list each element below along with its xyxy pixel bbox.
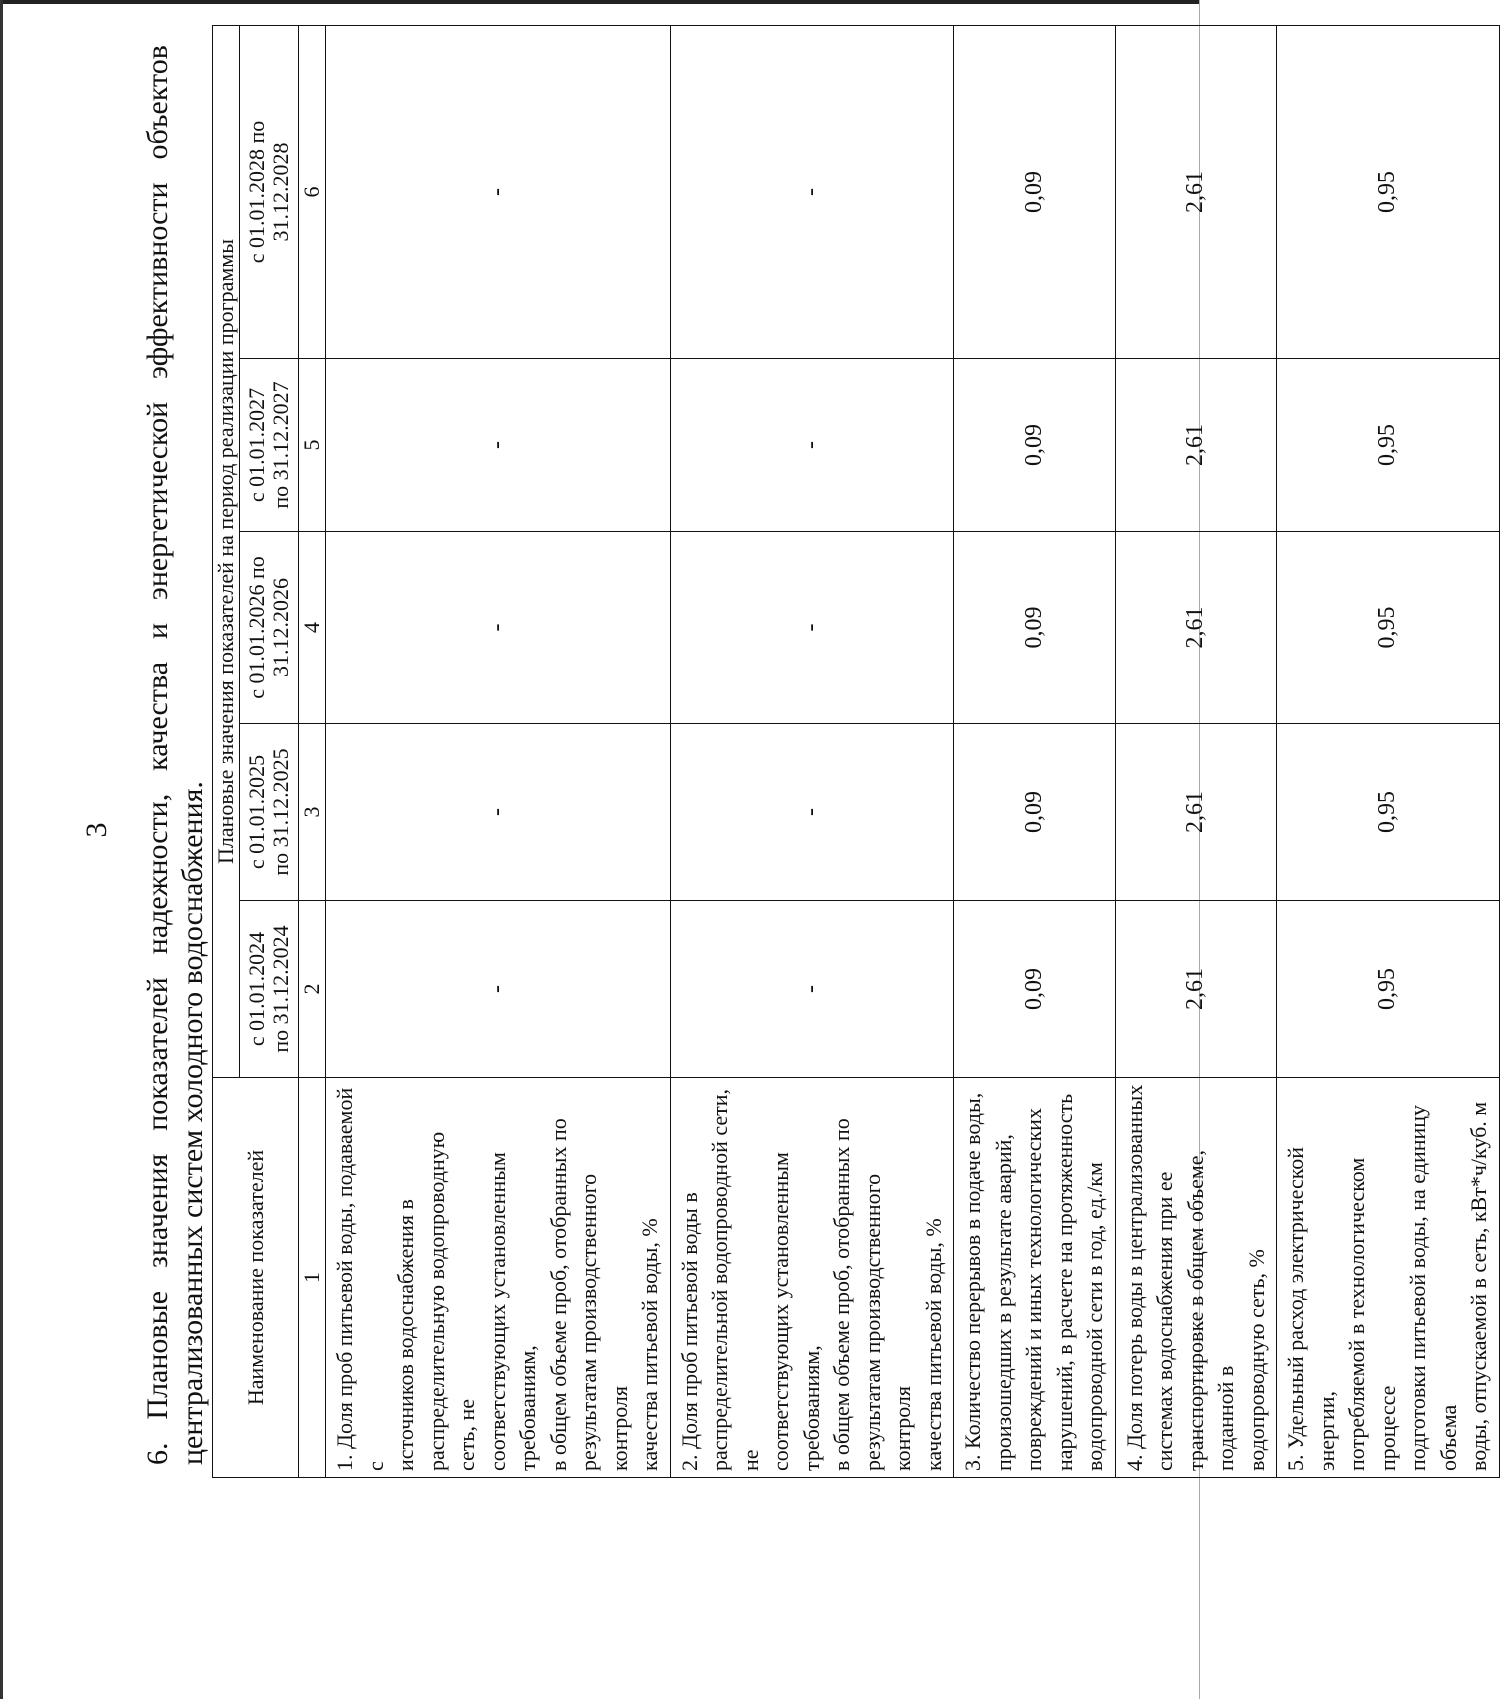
heading-word: энергетической (141, 401, 174, 601)
table-row (670, 25, 954, 1477)
indicator-value: 0,95 (1277, 724, 1500, 901)
page-number: 3 (80, 822, 113, 838)
indicator-name: 4. Доля потерь воды в централизованных системах водоснабжения при ее транспортировке в общем объеме, поданной в водопроводную сеть, % (1115, 1078, 1277, 1478)
column-number: 2 (299, 901, 326, 1078)
indicator-value: 0,95 (1277, 25, 1500, 358)
indicator-value: 2,61 (1115, 724, 1277, 901)
table-row (1115, 25, 1277, 1477)
indicator-value: - (326, 532, 671, 724)
heading-word: 6. (141, 1442, 174, 1465)
indicator-value: 2,61 (1115, 532, 1277, 724)
indicators-table (212, 25, 1500, 1478)
heading-word: эффективности (141, 182, 174, 379)
indicator-value: - (670, 724, 954, 901)
indicator-value: 2,61 (1115, 25, 1277, 358)
column-number: 6 (299, 25, 326, 358)
period-header: с 01.01.2028 по 31.12.2028 (240, 25, 299, 358)
column-number: 5 (299, 359, 326, 532)
indicator-value: 0,09 (954, 724, 1116, 901)
period-header: с 01.01.2025 по 31.12.2025 (240, 724, 299, 901)
table-row (954, 25, 1116, 1477)
column-number: 3 (299, 724, 326, 901)
indicator-name: 1. Доля проб питьевой воды, подаваемой с источников водоснабжения в распределительную водопроводную сеть, не соответствующих установленным требованиям, в общем объеме проб, отобранных по результатам производственного контроля качества питьевой воды, % (326, 1078, 671, 1478)
indicator-value: 0,95 (1277, 359, 1500, 532)
heading-word: и (141, 622, 174, 640)
heading-word: надежности, (141, 793, 174, 955)
indicator-value: 0,95 (1277, 901, 1500, 1078)
period-header: с 01.01.2026 по 31.12.2026 (240, 532, 299, 724)
indicator-value: - (326, 724, 671, 901)
indicator-value: - (326, 359, 671, 532)
heading-word: показателей (141, 977, 174, 1131)
indicator-value: - (670, 25, 954, 358)
section-heading (140, 45, 210, 1465)
heading-word: значения (141, 1153, 174, 1269)
indicator-value: - (670, 359, 954, 532)
indicator-value: - (326, 25, 671, 358)
indicator-value: 2,61 (1115, 359, 1277, 532)
heading-word: качества (141, 661, 174, 771)
heading-word: Плановые (141, 1290, 174, 1420)
table-row (326, 25, 671, 1477)
table-row (1277, 25, 1500, 1477)
indicator-name: 3. Количество перерывов в подаче воды, произошедших в результате аварий, повреждений и иных технологических нарушений, в расчете на протяженность водопроводной сети в год, ед./км (954, 1078, 1116, 1478)
indicator-value: - (670, 532, 954, 724)
period-header: с 01.01.2024 по 31.12.2024 (240, 901, 299, 1078)
indicator-value: - (670, 901, 954, 1078)
indicator-value: 0,09 (954, 359, 1116, 532)
heading-line-2: централизованных систем холодного водоснабжения. (176, 781, 209, 1465)
indicator-value: 0,09 (954, 901, 1116, 1078)
indicator-name: 2. Доля проб питьевой воды в распределительной водопроводной сети, не соответствующих установленным требованиям, в общем объеме проб, отобранных по результатам производственного контроля качества питьевой воды, % (670, 1078, 954, 1478)
indicator-value: 0,95 (1277, 532, 1500, 724)
indicator-value: - (326, 901, 671, 1078)
indicator-name: 5. Удельный расход электрической энергии, потребляемой в технологическом процессе подготовки питьевой воды, на единицу объема воды, отпускаемой в сеть, кВт*ч/куб. м (1277, 1078, 1500, 1478)
indicator-value: 2,61 (1115, 901, 1277, 1078)
indicator-value: 0,09 (954, 25, 1116, 358)
period-header: с 01.01.2027 по 31.12.2027 (240, 359, 299, 532)
name-column-header: Наименование показателей (213, 1078, 299, 1478)
column-number: 1 (299, 1078, 326, 1478)
heading-line-1 (140, 45, 175, 1465)
heading-word: объектов (141, 45, 174, 160)
column-number: 4 (299, 532, 326, 724)
indicator-value: 0,09 (954, 532, 1116, 724)
period-group-header: Плановые значения показателей на период реализации программы (213, 25, 240, 1077)
